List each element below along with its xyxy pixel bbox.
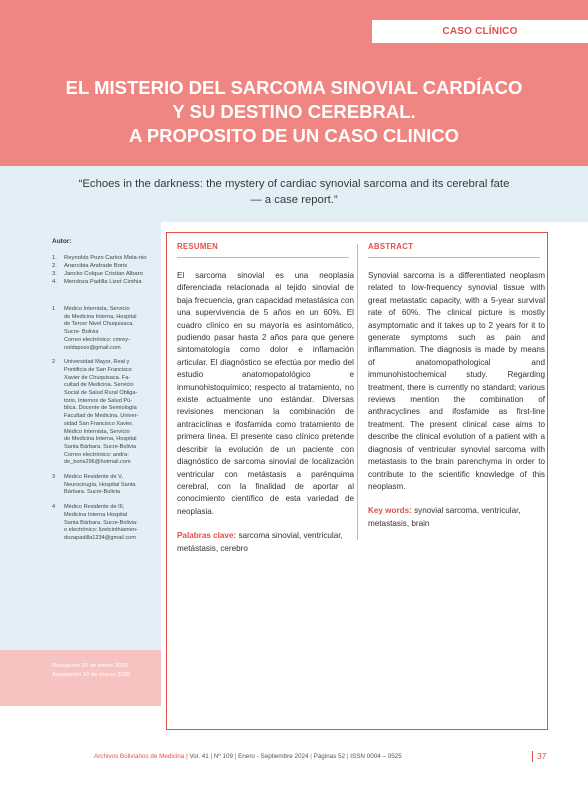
author-name: Mendoza Padilla Lizet Cinthia: [64, 279, 142, 286]
keywords-text: synovial sarcoma, ventricular, metastasis, brain: [368, 506, 521, 528]
page-number-value: 37: [537, 751, 547, 761]
affiliation-item: [52, 359, 160, 467]
affiliation-number: 3: [52, 474, 56, 481]
title-line: Y SU DESTINO CEREBRAL.: [172, 101, 416, 122]
resumen-column: [177, 240, 354, 555]
page-number: [532, 751, 546, 762]
abstract-heading: ABSTRACT: [368, 242, 414, 251]
keywords-text: sarcoma sinovial, ventricular, metástasis, cerebro: [177, 531, 343, 553]
issn: ISSN 0004 – 0525: [350, 753, 402, 760]
issue-number: Nº 109: [213, 753, 233, 760]
column-divider: [357, 244, 358, 540]
abstract-keywords: [368, 505, 545, 530]
subtitle-line: — a case report.”: [250, 194, 338, 206]
author-name: Reynolds Pozo Carlos Mela-nio: [64, 255, 147, 261]
author-heading: Autor:: [52, 238, 72, 245]
period: Enero - Septiembre 2024: [238, 753, 309, 760]
author-number: 2.: [52, 263, 57, 270]
affiliation-text: Médico Residente de V, Neurocirugía, Hospital Santa Bárbara. Sucre-Bolivia: [64, 474, 136, 496]
volume: Vol. 41: [189, 753, 209, 760]
page-footer: Archivos Bolivianos de Medicina | Vol. 41 | Nº 109 | Enero - Septiembre 2024 | Páginas 52 | ISSN 0004 – 0525: [94, 753, 402, 760]
affiliation-text: Médico Residente de III, Medicina Interna Hospital Santa Bárbara. Sucre-Bolivia: o electrónico: lizetcinthiamen- dozapadilla1234@gmail.com: [64, 504, 138, 541]
affiliation-text: Universidad Mayor, Real y Pontificia de San Francisco Xavier de Chuquisaca. Fa- cultad de Medicina. Servicio Social de Salud Rural Obliga- torio, Internos de Salud Pú- blica. Docente de Semiología Facultad de Medicina, Univer- sidad San Francisco Xavier. Médico Internista, Servicio de Medicina Interna, Hospital Santa Bárbara. Sucre-Bolivia Correo electrónico: andra- de_boris296@hotmail.com: [64, 359, 139, 466]
page-number-bar: [532, 751, 533, 762]
author-item: [52, 262, 160, 270]
resumen-keywords: [177, 530, 354, 555]
author-name: Arancibia Andrade Boris: [64, 263, 128, 270]
subtitle-line: “Echoes in the darkness: the mystery of cardiac synovial sarcoma and its cerebral fate: [78, 178, 510, 190]
affiliation-number: 4: [52, 504, 56, 511]
affiliation-number: 2: [52, 359, 56, 366]
article-title: [20, 76, 568, 148]
journal-name: Archivos Bolivianos de Medicina: [94, 753, 185, 760]
article-dates: [52, 662, 130, 679]
author-list: [52, 254, 160, 286]
resumen-body: El sarcoma sinovial es una neoplasia diferenciada relacionada al tejido sinovial de baja frecuencia, gran capacidad metastásica con una supervivencia de 5 años en un 60%. El cuadro clínico en su mayoría es asintomático, pudiendo pasar hasta 2 años para que genere sintomatología como dolor e inflamación articular. El diagnóstico se efectúa por medio del estudio anatomopatológico e inmunohistoquímico; respecto al tratamiento, no existe actualmente uno estándar. Diversas revisiones mencionan la combinación de antraciclinas e ifosfamida como tratamiento de primera línea. El presente caso clínico pretende describir la evolución de un paciente con diagnóstico de sarcoma sinovial de localización ventricular con metástasis a parénquima cerebral, con la finalidad de aportar al conocimiento científico de esta variedad de neoplasia.: [177, 271, 354, 516]
affiliation-list: [52, 306, 160, 550]
author-item: [52, 270, 160, 278]
affiliation-text: Médico Internista, Servicio de Medicina Interna, Hospital de Tercer Nivel Chuquisaca. Sucre- Bolivia Correo electrónico: cmrey- noldspozo@gmail.com: [64, 306, 137, 351]
title-line: EL MISTERIO DEL SARCOMA SINOVIAL CARDÍACO: [65, 77, 523, 98]
author-number: 4.: [52, 279, 57, 286]
heading-rule: [368, 257, 540, 258]
author-number: 1.: [52, 255, 57, 261]
author-item: [52, 254, 160, 262]
affiliation-item: [52, 504, 160, 543]
accepted-date: Aceptación 10 de marzo 2025: [52, 671, 131, 678]
abstract-body: Synovial sarcoma is a differentiated neoplasm related to low-frequency synovial tissue with great metastatic capacity, with a 5-year survival rate of 60%. The clinical picture is mostly asymptomatic and it takes up to 2 years for it to generate symptoms such as pain and inflammation. The diagnosis is made by means of anatomopathological and immunohistochemical study. Regarding treatment, there is currently no standard; various reviews mention the combination of anthracyclines and ifosfamide as first-line treatment. The present clinical case aims to describe the clinical evolution of a patient with a diagnosis of ventricular synovial sarcoma with metastasis to the brain parenchyma in order to contribute to the scientific knowledge of this neoplasm.: [368, 271, 545, 491]
author-name: Jancko Colque Cristian Albaro: [64, 271, 143, 278]
heading-rule: [177, 257, 349, 258]
english-title: [20, 176, 568, 208]
keywords-label: Key words:: [368, 506, 412, 516]
keywords-label: Palabras clave:: [177, 531, 237, 541]
title-line: A PROPOSITO DE UN CASO CLINICO: [129, 125, 459, 146]
pages: Páginas 52: [313, 753, 346, 760]
author-item: [52, 278, 160, 286]
author-number: 3.: [52, 271, 57, 278]
abstract-column: [368, 240, 545, 530]
section-tag: CASO CLÍNICO: [372, 20, 588, 43]
affiliation-item: [52, 474, 160, 497]
affiliation-number: 1: [52, 306, 56, 312]
received-date: Recepción 20 de enero 2025: [52, 663, 128, 669]
resumen-heading: RESUMEN: [177, 242, 219, 251]
affiliation-item: [52, 306, 160, 352]
